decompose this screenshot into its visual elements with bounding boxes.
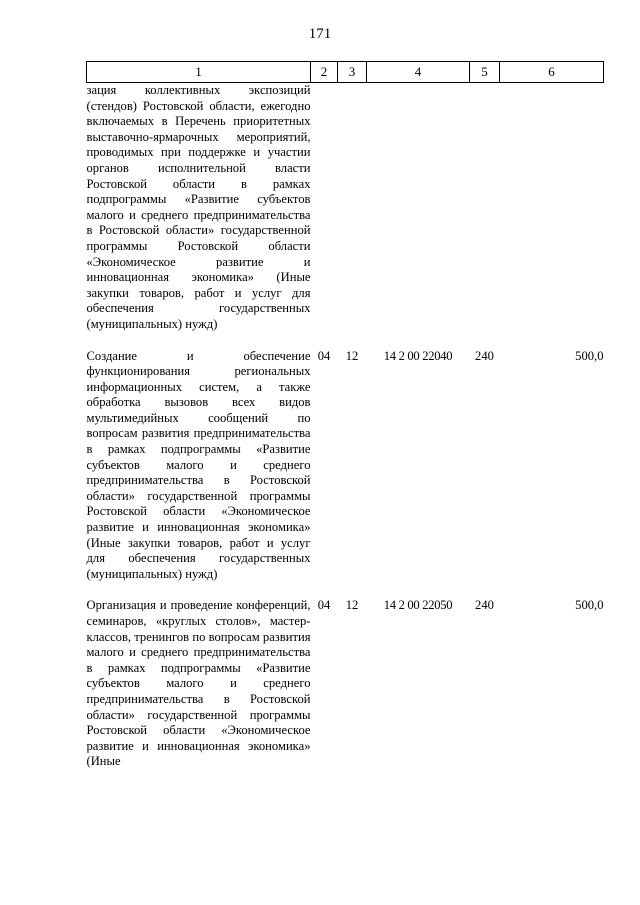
row-sum bbox=[500, 83, 604, 333]
row-description: Организация и проведение конференций, семинаров, «круглых столов», мастер-классов, тренингов по вопросам развития малого и среднего предпринимательства в рамках подпрограммы «Развитие субъектов малого и среднего предпринимательства в Ростовской области» государственной программы Ростовской области «Экономическое развитие и инновационная экономика» (Иные bbox=[86, 598, 311, 769]
header-col-4: 4 bbox=[367, 62, 470, 83]
row-sum: 500,0 bbox=[575, 598, 604, 613]
row-rz bbox=[311, 83, 338, 333]
row-rz: 04 bbox=[317, 348, 331, 363]
row-vr: 240 bbox=[475, 348, 494, 363]
row-pr: 12 bbox=[345, 348, 359, 363]
row-sum: 500,0 bbox=[575, 348, 604, 363]
header-col-5: 5 bbox=[470, 62, 500, 83]
row-description: зация коллективных экспозиций (стендов) Ростовской области, ежегодно включаемых в Перечень приоритетных выставочно-ярмарочных мероприятий, проводимых при поддержке и участии органов исполнительной власти Ростовской области в рамках подпрограммы «Развитие субъектов малого и среднего предпринимательства в Ростовской области» государственной программы Ростовской области «Экономическое развитие и инновационная экономика» (Иные закупки товаров, работ и услуг для обеспечения государственных (муниципальных) нужд) bbox=[86, 83, 311, 331]
header-col-1: 1 bbox=[87, 62, 311, 83]
table-header-row bbox=[87, 62, 604, 83]
table-row bbox=[87, 598, 604, 770]
header-col-3: 3 bbox=[338, 62, 367, 83]
row-csr bbox=[367, 83, 470, 333]
header-col-6: 6 bbox=[500, 62, 604, 83]
row-vr bbox=[470, 83, 500, 333]
table-row bbox=[87, 83, 604, 333]
row-pr bbox=[338, 83, 367, 333]
row-pr: 12 bbox=[345, 598, 359, 613]
budget-table bbox=[86, 61, 604, 770]
row-rz: 04 bbox=[317, 598, 331, 613]
row-csr: 14 2 00 22050 bbox=[383, 598, 453, 613]
page-number: 171 bbox=[308, 26, 332, 42]
row-vr: 240 bbox=[475, 598, 494, 613]
table-row bbox=[87, 349, 604, 583]
row-description: Создание и обеспечение функционирования региональных информационных систем, а также обработка вызовов всех видов мультимедийных сообщений по вопросам развития предпринимательства в рамках подпрограммы «Развитие субъектов малого и среднего предпринимательства в Ростовской области» государственной программы Ростовской области «Экономическое развитие и инновационная экономика» (Иные закупки товаров, работ и услуг для обеспечения государственных (муниципальных) нужд) bbox=[86, 348, 311, 581]
header-col-2: 2 bbox=[311, 62, 338, 83]
row-csr: 14 2 00 22040 bbox=[383, 348, 453, 363]
